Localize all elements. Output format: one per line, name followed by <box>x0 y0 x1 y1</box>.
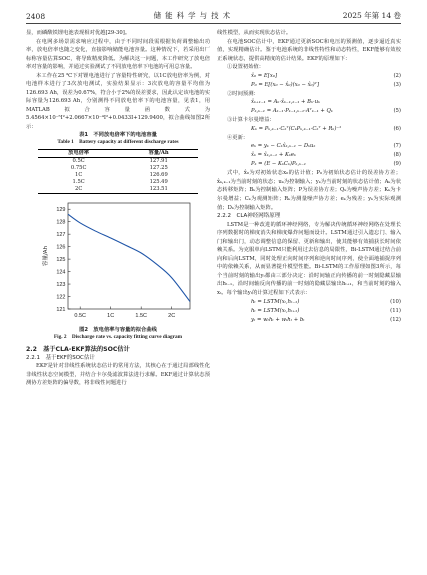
fit-curve <box>68 214 190 301</box>
journal-name: 储能科学与技术 <box>153 11 235 20</box>
table-caption-en: Table 1 Battery capacity at different discharge rates <box>57 139 179 146</box>
equation <box>217 72 401 81</box>
y-tick-label: 128 <box>56 219 66 226</box>
table-cell: 127.91 <box>149 157 168 164</box>
equation-number: (5) <box>393 108 401 115</box>
step-label: ②时间预测： <box>227 90 259 97</box>
equation-body: P₀ = E[(x₀ − x̂₀)(x₀ − x̂₀)ᵀ] <box>251 81 320 88</box>
paragraph: 式中，x̂₀为对初始状态x₀的估计值；P₀为初始状态估计的误差协方差；x̂ₖ,ₖ₋₁为当前时刻的状态；uₖ为控制输入；yₖ为当前时刻的状态估计值；Aₖ为状态转移矩阵；Bₖ为控制输入矩阵；P为误差协方差；Qₖ为噪声协方差；Kₖ为卡尔曼增益；Cₖ为观测矩阵；Rₖ为测量噪声协方差；eₖ为残差；yₖ为实际观测值；Dₖ为控制输入矩阵。 <box>217 170 401 211</box>
table-cell: 123.51 <box>149 185 168 192</box>
table-cell: 2C <box>75 185 83 192</box>
x-tick-label: 1C <box>107 312 115 319</box>
table-cell: 0.75C <box>70 164 87 171</box>
equation-body: Pₖ,ₖ₋₁ = Aₖ₋₁·Pₖ₋₁,ₖ₋₁·Aᵀₖ₋₁ + Qₖ <box>251 108 333 115</box>
table-cell: 126.69 <box>149 171 168 178</box>
equation-number: (3) <box>393 81 401 88</box>
table-row <box>38 172 198 179</box>
subsection-title: 2.2.1 基于EKF的SOC估计 <box>26 354 95 361</box>
y-tick-label: 125 <box>56 256 66 263</box>
table-cell: 1.5C <box>72 178 85 185</box>
section-title: 2.2 基于CLA-EKF算法的SOC估计 <box>26 345 130 353</box>
equation-number: (2) <box>393 72 401 79</box>
x-tick-label: 2C <box>168 312 176 319</box>
table-cell: 125.49 <box>149 178 168 185</box>
figure-caption-cn: 图2 放电倍率与容量的拟合曲线 <box>79 326 157 333</box>
paragraph: 显，而磷酸铁锂电池表现相对优越[29-30]。 <box>26 30 131 36</box>
y-tick-label: 122 <box>56 294 66 301</box>
step-label: ①设置初始值： <box>227 64 265 71</box>
y-tick-label: 126 <box>56 244 66 251</box>
y-tick-label: 129 <box>56 206 66 213</box>
equation-body: hₜ = LSTM(xₜ,hₜ₋₁) <box>251 298 300 305</box>
paragraph: 本工作在25 ℃下对锂电池进行了容量特性研究，以1C放电倍率为例，对电池样本进行了3次放电测试，实验结果显示：3次放电的容量平均值为126.693 Ah，误差为0.67%，符合小于2%的误差要求，因此认定该电池的实际容量为126.693 Ah，分别测得不同放电倍率下的电池容量，见表1，用MATLAB拟合容量函数式为5.4564×10⁻⁵I²+2.0667×10⁻⁴I²+0.0433I+129.9400，拟合曲线如图2所示： <box>26 72 210 131</box>
equation <box>217 151 401 160</box>
equation-number: (10) <box>390 298 401 305</box>
equation-number: (9) <box>393 161 401 168</box>
equation <box>217 125 401 134</box>
equation <box>217 316 401 325</box>
equation-body: yₜ = wₜhₜ + wₜhₜ + bₜ <box>251 316 305 323</box>
step-label: ④更新： <box>227 134 249 141</box>
table-row <box>38 186 198 194</box>
table-caption-cn: 表1 不同放电倍率下的电池容量 <box>79 131 157 138</box>
equation-body: hₜ = LSTM(xₜ,hₜ₊₁) <box>251 307 300 314</box>
table-row <box>38 165 198 172</box>
equation-body: eₖ = yₖ − Cₖx̂ₖ,ₖ₋₁ − Dₖuₖ <box>251 143 316 150</box>
equation-number: (11) <box>390 307 401 314</box>
step-label: ③计算卡尔曼增益： <box>227 117 275 124</box>
table-cell: 0.5C <box>72 157 85 164</box>
table-header-row <box>38 149 198 157</box>
paragraph: 在电网多场景需求响应过程中，由于不同时间段需根据负荷调整输出功率，放电倍率也随之变化，直接影响储能电池容量。这种情况下，若采用出厂标称容量估算SOC，将导致精度降低。为解决这一问题，本工作研究了放电倍率对容量的影响，并通过实验测试了不同放电倍率下电池的可用总容量。 <box>26 38 210 71</box>
paragraph: 线性模型，从而实现状态估计。 <box>217 30 292 36</box>
x-tick-label: 0.5C <box>74 312 87 319</box>
table-header: 容量/Ah <box>148 149 169 156</box>
equation <box>217 307 401 316</box>
issue-info: 2025 年第 14 卷 <box>342 11 401 20</box>
equation <box>217 98 401 107</box>
paragraph: LSTM是一种改进的循环神经网络，专为解决传统循环神经网络在处理长序列数据时的梯度消失和梯度爆炸问题而设计。LSTM通过引入遗忘门、输入门和输出门，动态调整信息的保留、更新和输出，使其能够有效捕获长时间依赖关系。为克服单向LSTM只能利用过去信息的局限性，Bi-LSTM通过结合前向和后向LSTM，同时处理正向时间序列和逆向时间序列，使全面地捕捉序列中的依赖关系，从而显著提升模型性能。Bi-LSTM的工作原理如图3所示，每个当前时刻的输出yₜ都由三部分决定：沿时间轴正向传播的前一时刻隐藏层输出hₜ₋₁，沿时间轴反向传播的前一时刻的隐藏层输出hₜ₊₁，和当前时刻的输入xₜ。每个输出yₜ的计算过程如下式表示： <box>217 221 401 297</box>
equation-number: (8) <box>393 152 401 159</box>
equation <box>217 142 401 151</box>
capacity-fit-chart <box>38 197 198 327</box>
equation-body: x̂ₖ₊₁₋₁ = Aₖ·x̂ₖ₋₁,ₖ₋₁ + Bₖ·uₖ <box>251 99 321 106</box>
left-column <box>26 29 210 388</box>
equation <box>217 298 401 307</box>
subsection-title: 2.2.2 CLA神经网络原理 <box>217 213 281 220</box>
running-header <box>26 9 401 21</box>
equation <box>217 81 401 90</box>
table-cell: 127.25 <box>149 164 168 171</box>
y-tick-label: 123 <box>56 281 66 288</box>
figure-caption-en: Fig. 2 Discharge rate vs. capacity fitting curve diagram <box>53 334 183 341</box>
table-cell: 1C <box>75 171 83 178</box>
page-number: 2408 <box>26 12 46 21</box>
equation-body: x̂ₖ = x̂ₖ,ₖ₋₁ + Kₖeₖ <box>251 152 296 159</box>
paragraph: 在电池SOC估计中，EKF通过更新SOC和电压的预测值，逐步逼近真实值，实现精确估计。鉴于电池系统的非线性特性和动态特性，EKF能够有效校正系统状态，提供高精度的估计结果。EKF的原理如下： <box>217 38 401 62</box>
table-row <box>38 157 198 165</box>
equation-body: Pₖ = (E − KₖCₖ)Pₖ,ₖ₋₁ <box>251 161 307 168</box>
equation-number: (6) <box>393 125 401 132</box>
equation <box>217 107 401 116</box>
y-axis-label: 容量/Ah <box>43 245 49 266</box>
equation <box>217 160 401 169</box>
header-rule <box>26 23 401 24</box>
x-tick-label: 1.5C <box>135 312 148 319</box>
y-tick-label: 124 <box>56 269 66 276</box>
equation-number: (12) <box>390 316 401 323</box>
plot-frame <box>68 203 190 309</box>
capacity-table <box>38 149 198 194</box>
paragraph: EKF是针对非线性系统状态估计的常用方法，其核心在于通过局部线性化非线性状态空间模型，并结合卡尔曼滤波算法进行求解。EKF通过计算状态预测协方差矩阵的偏导数，将非线性问题进行 <box>26 363 210 387</box>
table-row <box>38 179 198 186</box>
y-tick-label: 121 <box>56 306 66 313</box>
right-column <box>217 29 401 325</box>
table-header: 放电倍率 <box>68 149 90 156</box>
equation-body: Kₖ = Pₖ,ₖ₋₁·Cₖᵀ(CₖPₖ,ₖ₋₁·Cₖᵀ + Rₖ)⁻¹ <box>251 125 342 132</box>
y-tick-label: 127 <box>56 231 66 238</box>
equation-number: (7) <box>393 143 401 150</box>
equation-body: x̂₀ = E[x₀] <box>251 72 278 79</box>
